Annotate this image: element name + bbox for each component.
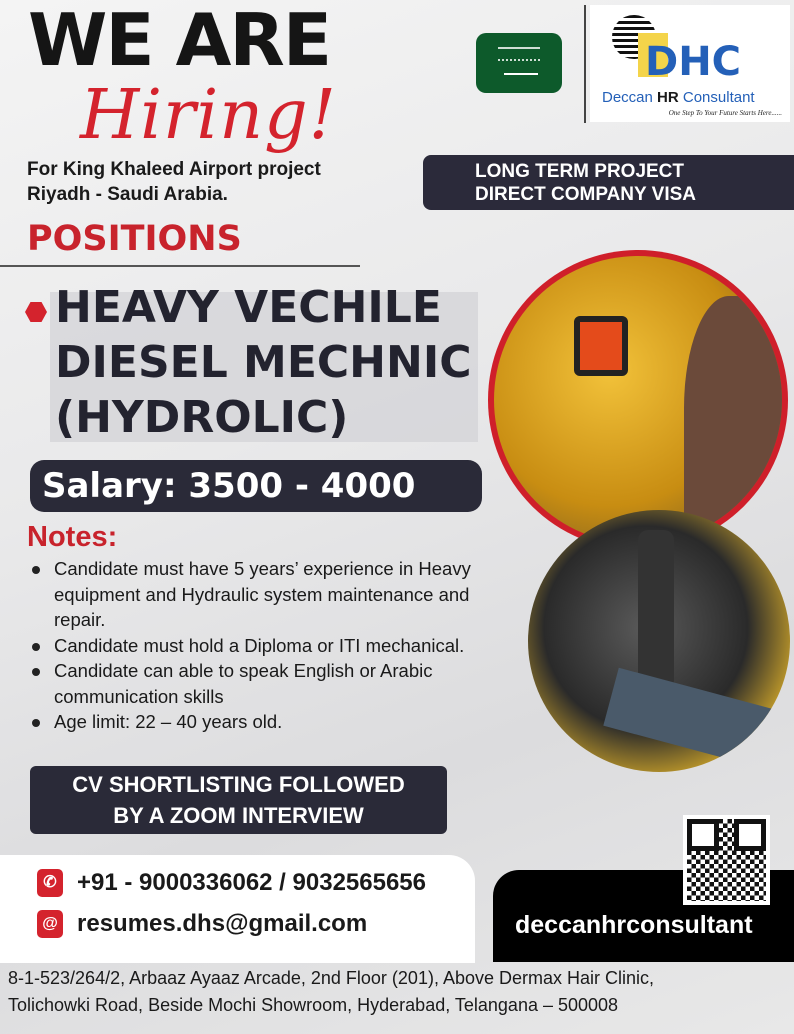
- phone-icon: ✆: [37, 869, 63, 897]
- cv-line-1: CV SHORTLISTING FOLLOWED: [72, 772, 405, 797]
- note-item: Candidate can able to speak English or Arabic communication skills: [30, 658, 485, 709]
- banner-line-1: LONG TERM PROJECT: [475, 161, 685, 182]
- banner-line-2: DIRECT COMPANY VISA: [475, 184, 696, 205]
- dhc-logo: [590, 5, 790, 122]
- divider: [584, 5, 586, 123]
- note-item: Candidate must hold a Diploma or ITI mechanical.: [30, 633, 485, 659]
- notes-list: [30, 556, 485, 735]
- address-line-2: Tolichowki Road, Beside Mochi Showroom, Hyderabad, Telangana – 500008: [8, 995, 619, 1015]
- saudi-flag-icon: [476, 33, 562, 93]
- mechanic-photo-2: [528, 510, 790, 772]
- hiring-script-heading: Hiring!: [80, 76, 337, 155]
- we-are-heading: WE ARE: [28, 0, 331, 82]
- email-address[interactable]: resumes.dhs@gmail.com: [77, 910, 368, 937]
- location-line-2: Riyadh - Saudi Arabia.: [27, 184, 228, 205]
- hexagon-bullet-icon: [25, 302, 47, 322]
- logo-tagline: One Step To Your Future Starts Here......: [668, 109, 782, 117]
- project-banner: [423, 155, 794, 210]
- cv-shortlisting-banner: [30, 766, 447, 834]
- whatsapp-qr-code[interactable]: [683, 815, 770, 905]
- phone-number[interactable]: +91 - 9000336062 / 9032565656: [77, 869, 426, 896]
- office-address: [8, 965, 654, 1019]
- positions-heading: POSITIONS: [27, 219, 242, 259]
- notes-heading: Notes:: [27, 521, 118, 553]
- address-line-1: 8-1-523/264/2, Arbaaz Ayaaz Arcade, 2nd Floor (201), Above Dermax Hair Clinic,: [8, 968, 655, 988]
- email-icon: @: [37, 910, 63, 938]
- social-handle[interactable]: deccanhrconsultant: [515, 911, 753, 939]
- note-item: Age limit: 22 – 40 years old.: [30, 709, 485, 735]
- logo-name: Deccan HR Consultant: [602, 89, 755, 106]
- divider: [0, 265, 360, 267]
- mechanic-photo-1: [494, 256, 782, 544]
- job-title: [55, 280, 472, 445]
- phone-row[interactable]: [37, 868, 426, 898]
- project-location: [27, 157, 321, 207]
- job-title-line-1: HEAVY VECHILE: [55, 282, 442, 333]
- email-row[interactable]: [37, 909, 367, 939]
- job-title-line-2: DIESEL MECHNIC: [55, 337, 472, 388]
- contact-panel: [0, 855, 475, 963]
- note-item: Candidate must have 5 years’ experience in Heavy equipment and Hydraulic system maintenance and repair.: [30, 556, 485, 633]
- job-title-line-3: (HYDROLIC): [55, 392, 349, 443]
- salary-badge: Salary: 3500 - 4000: [30, 460, 482, 512]
- logo-mark: DHC: [645, 39, 742, 85]
- cv-line-2: BY A ZOOM INTERVIEW: [113, 803, 364, 828]
- location-line-1: For King Khaleed Airport project: [27, 159, 321, 180]
